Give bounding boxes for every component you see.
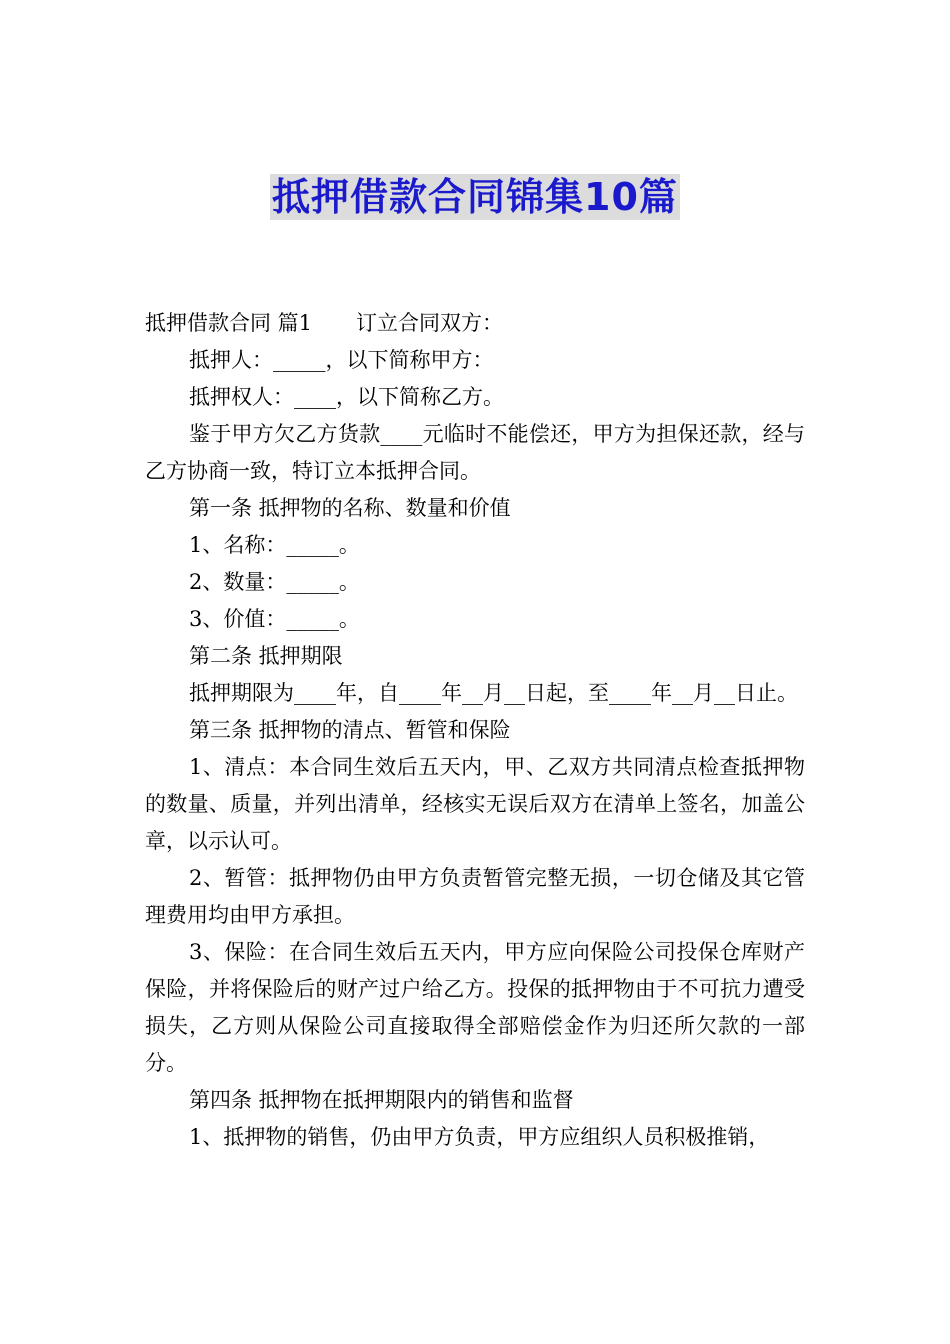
article-3-item-2: 2、暂管：抵押物仍由甲方负责暂管完整无损，一切仓储及其它管理费用均由甲方承担。 — [145, 866, 805, 927]
first-line — [145, 305, 805, 342]
paragraph-mortgagee: 抵押权人：____，以下简称乙方。 — [189, 385, 504, 409]
document-title: 抵押借款合同锦集10篇 — [272, 175, 678, 219]
article-4-heading: 第四条 抵押物在抵押期限内的销售和监督 — [189, 1088, 574, 1112]
article-3-item-3: 3、保险：在合同生效后五天内，甲方应向保险公司投保仓库财产保险，并将保险后的财产过户给乙方。投保的抵押物由于不可抗力遭受损失，乙方则从保险公司直接取得全部赔偿金作为归还所欠款的一部分。 — [145, 940, 805, 1075]
paragraph-parties: 订立合同双方： — [356, 311, 504, 335]
article-1-item-1: 1、名称：_____。 — [189, 533, 360, 557]
article-3-heading: 第三条 抵押物的清点、暂管和保险 — [189, 718, 511, 742]
article-3-item-1: 1、清点：本合同生效后五天内，甲、乙双方共同清点检查抵押物的数量、质量，并列出清单，经核实无误后双方在清单上签名，加盖公章，以示认可。 — [145, 755, 805, 853]
article-1-item-3: 3、价值：_____。 — [189, 607, 360, 631]
title-container — [0, 174, 950, 220]
paragraph-mortgagor: 抵押人：_____，以下简称甲方： — [189, 348, 494, 372]
paragraph-preamble: 鉴于甲方欠乙方货款____元临时不能偿还，甲方为担保还款，经与乙方协商一致，特订立本抵押合同。 — [145, 422, 805, 483]
article-4-item-1: 1、抵押物的销售，仍由甲方负责，甲方应组织人员积极推销， — [189, 1125, 770, 1149]
article-1-heading: 第一条 抵押物的名称、数量和价值 — [189, 496, 511, 520]
article-2-text: 抵押期限为____年，自____年__月__日起，至____年__月__日止。 — [189, 681, 798, 705]
document-body — [145, 305, 805, 1156]
section-heading: 抵押借款合同 篇1 — [145, 311, 313, 335]
article-1-item-2: 2、数量：_____。 — [189, 570, 360, 594]
article-2-heading: 第二条 抵押期限 — [189, 644, 343, 668]
